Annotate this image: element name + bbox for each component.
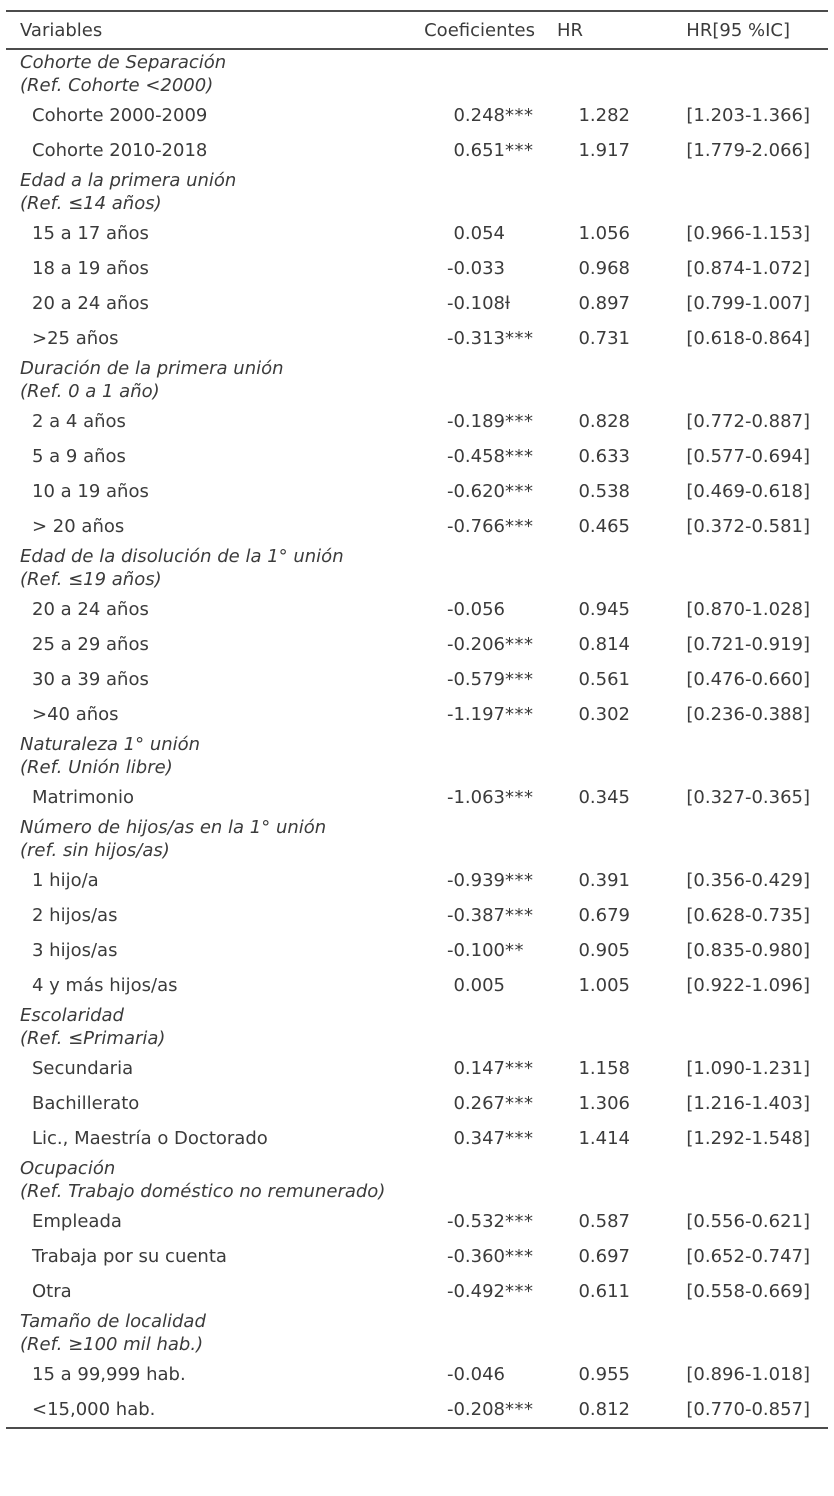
column-header-variables: Variables [20,19,103,41]
significance-marker: ** [505,940,524,961]
table-body [6,50,828,1427]
group-name: Ocupación [20,1158,116,1179]
confidence-interval: [0.372-0.581] [686,516,810,537]
row-label: Lic., Maestría o Doctorado [32,1128,268,1149]
group-reference-category: (Ref. ≤19 años) [20,569,162,590]
coefficient-value: -0.206 [446,634,505,655]
hazard-ratio-value: 0.955 [578,1364,630,1385]
variable-group-header [6,815,828,863]
significance-marker: *** [505,905,534,926]
coefficient-value: 0.054 [453,223,505,244]
confidence-interval: [1.292-1.548] [686,1128,810,1149]
row-label: 18 a 19 años [32,258,149,279]
confidence-interval: [0.721-0.919] [686,634,810,655]
confidence-interval: [0.469-0.618] [686,481,810,502]
hazard-ratio-value: 0.812 [578,1399,630,1420]
significance-marker: *** [505,870,534,891]
hazard-ratio-value: 0.561 [578,669,630,690]
significance-marker: *** [505,634,534,655]
coefficient-value: -0.208 [446,1399,505,1420]
group-name: Número de hijos/as en la 1° unión [20,817,327,838]
confidence-interval: [0.772-0.887] [686,411,810,432]
hazard-ratio-value: 0.679 [578,905,630,926]
row-label: 10 a 19 años [32,481,149,502]
table-row [6,697,828,732]
variable-group-header [6,50,828,98]
significance-marker: *** [505,1058,534,1079]
table-row [6,133,828,168]
significance-marker: *** [505,704,534,725]
row-label: 15 a 17 años [32,223,149,244]
hazard-ratio-value: 0.391 [578,870,630,891]
row-label: > 20 años [32,516,125,537]
hazard-ratio-value: 0.945 [578,599,630,620]
hazard-ratio-value: 0.465 [578,516,630,537]
hazard-ratio-value: 1.306 [578,1093,630,1114]
confidence-interval: [1.203-1.366] [686,105,810,126]
table-row [6,968,828,1003]
row-label: 2 a 4 años [32,411,126,432]
table-row [6,1204,828,1239]
table-row [6,863,828,898]
row-label: Otra [32,1281,72,1302]
table-header-row [6,12,828,50]
coefficient-value: 0.248 [453,105,505,126]
hazard-ratio-value: 0.897 [578,293,630,314]
significance-marker: *** [505,140,534,161]
coefficient-value: 0.005 [453,975,505,996]
confidence-interval: [0.236-0.388] [686,704,810,725]
confidence-interval: [0.652-0.747] [686,1246,810,1267]
significance-marker: *** [505,1281,534,1302]
table-row [6,321,828,356]
table-row [6,474,828,509]
confidence-interval: [0.835-0.980] [686,940,810,961]
coefficient-value: -1.197 [446,704,505,725]
confidence-interval: [0.628-0.735] [686,905,810,926]
coefficient-value: -0.458 [446,446,505,467]
coefficient-value: -0.108 [446,293,505,314]
row-label: 30 a 39 años [32,669,149,690]
significance-marker: *** [505,669,534,690]
table-row [6,439,828,474]
coefficient-value: -0.046 [446,1364,505,1385]
row-label: 2 hijos/as [32,905,118,926]
table-row [6,933,828,968]
table-row [6,286,828,321]
table-row [6,1274,828,1309]
significance-marker: *** [505,1093,534,1114]
confidence-interval: [0.618-0.864] [686,328,810,349]
variable-group-header [6,544,828,592]
coefficient-value: -1.063 [446,787,505,808]
confidence-interval: [0.556-0.621] [686,1211,810,1232]
hazard-ratio-value: 1.056 [578,223,630,244]
coefficient-value: -0.056 [446,599,505,620]
hazard-ratio-value: 0.828 [578,411,630,432]
confidence-interval: [0.327-0.365] [686,787,810,808]
coefficient-value: -0.100 [446,940,505,961]
confidence-interval: [0.922-1.096] [686,975,810,996]
hazard-ratio-value: 0.633 [578,446,630,467]
group-reference-category: (Ref. Cohorte <2000) [20,75,214,96]
confidence-interval: [0.966-1.153] [686,223,810,244]
coefficient-value: 0.347 [453,1128,505,1149]
confidence-interval: [0.896-1.018] [686,1364,810,1385]
coefficient-value: -0.532 [446,1211,505,1232]
confidence-interval: [0.577-0.694] [686,446,810,467]
group-name: Tamaño de localidad [20,1311,206,1332]
group-name: Duración de la primera unión [20,358,284,379]
hazard-ratio-value: 0.302 [578,704,630,725]
confidence-interval: [0.558-0.669] [686,1281,810,1302]
table-row [6,251,828,286]
hazard-ratio-value: 0.345 [578,787,630,808]
confidence-interval: [1.216-1.403] [686,1093,810,1114]
table-row [6,1239,828,1274]
confidence-interval: [0.799-1.007] [686,293,810,314]
coefficient-value: -0.579 [446,669,505,690]
row-label: <15,000 hab. [32,1399,156,1420]
row-label: >40 años [32,704,119,725]
hazard-ratio-value: 1.005 [578,975,630,996]
variable-group-header [6,1156,828,1204]
significance-marker: *** [505,328,534,349]
row-label: 20 a 24 años [32,293,149,314]
group-name: Escolaridad [20,1005,124,1026]
coefficient-value: -0.313 [446,328,505,349]
row-label: Cohorte 2000-2009 [32,105,208,126]
table-row [6,1392,828,1427]
hazard-ratio-value: 0.905 [578,940,630,961]
table-row [6,592,828,627]
row-label: Matrimonio [32,787,134,808]
coefficient-value: -0.189 [446,411,505,432]
confidence-interval: [0.870-1.028] [686,599,810,620]
confidence-interval: [1.779-2.066] [686,140,810,161]
variable-group-header [6,356,828,404]
table-row [6,1086,828,1121]
column-header-hr: HR [557,19,584,41]
table-row [6,780,828,815]
variable-group-header [6,1309,828,1357]
variable-group-header [6,732,828,780]
group-reference-category: (Ref. Trabajo doméstico no remunerado) [20,1181,386,1202]
significance-marker: *** [505,481,534,502]
coefficient-value: -0.766 [446,516,505,537]
table-row [6,627,828,662]
row-label: 15 a 99,999 hab. [32,1364,186,1385]
row-label: Bachillerato [32,1093,140,1114]
hazard-ratio-value: 0.697 [578,1246,630,1267]
coefficient-value: -0.033 [446,258,505,279]
row-label: 3 hijos/as [32,940,118,961]
row-label: Trabaja por su cuenta [32,1246,227,1267]
hazard-ratio-value: 0.587 [578,1211,630,1232]
coefficient-value: -0.387 [446,905,505,926]
column-header-hr-ci: HR[95 %IC] [686,19,790,41]
row-label: Cohorte 2010-2018 [32,140,208,161]
column-header-coeficientes: Coeficientes [424,19,535,41]
group-reference-category: (Ref. ≤Primaria) [20,1028,166,1049]
coefficient-value: -0.620 [446,481,505,502]
hazard-ratio-value: 0.968 [578,258,630,279]
significance-marker: *** [505,1246,534,1267]
hazard-ratio-value: 0.538 [578,481,630,502]
hazard-ratio-value: 0.731 [578,328,630,349]
significance-marker: *** [505,516,534,537]
variable-group-header [6,168,828,216]
row-label: 1 hijo/a [32,870,99,891]
coefficient-value: -0.939 [446,870,505,891]
significance-marker: *** [505,446,534,467]
group-reference-category: (Ref. ≥100 mil hab.) [20,1334,204,1355]
significance-marker: *** [505,1128,534,1149]
coefficient-value: -0.360 [446,1246,505,1267]
group-name: Naturaleza 1° unión [20,734,201,755]
confidence-interval: [0.476-0.660] [686,669,810,690]
hazard-ratio-value: 0.814 [578,634,630,655]
row-label: Secundaria [32,1058,134,1079]
table-row [6,1121,828,1156]
coefficient-value: 0.147 [453,1058,505,1079]
row-label: 20 a 24 años [32,599,149,620]
significance-marker: *** [505,1399,534,1420]
significance-marker: *** [505,1211,534,1232]
significance-marker: *** [505,411,534,432]
coefficient-value: 0.651 [453,140,505,161]
significance-marker: *** [505,105,534,126]
group-reference-category: (Ref. Unión libre) [20,757,173,778]
table-row [6,216,828,251]
group-reference-category: (Ref. 0 a 1 año) [20,381,160,402]
coefficient-value: 0.267 [453,1093,505,1114]
hazard-ratio-value: 1.414 [578,1128,630,1149]
table-row [6,898,828,933]
row-label: Empleada [32,1211,122,1232]
significance-marker: *** [505,787,534,808]
hazard-ratio-value: 1.282 [578,105,630,126]
group-name: Cohorte de Separación [20,52,227,73]
row-label: >25 años [32,328,119,349]
table-row [6,1357,828,1392]
table-row [6,662,828,697]
table-row [6,404,828,439]
variable-group-header [6,1003,828,1051]
confidence-interval: [0.874-1.072] [686,258,810,279]
hazard-ratio-value: 0.611 [578,1281,630,1302]
significance-marker: ƚ [505,293,511,314]
confidence-interval: [1.090-1.231] [686,1058,810,1079]
confidence-interval: [0.356-0.429] [686,870,810,891]
regression-results-table [6,10,828,1429]
row-label: 5 a 9 años [32,446,126,467]
row-label: 4 y más hijos/as [32,975,178,996]
table-row [6,509,828,544]
group-name: Edad de la disolución de la 1° unión [20,546,344,567]
group-name: Edad a la primera unión [20,170,237,191]
table-row [6,1051,828,1086]
row-label: 25 a 29 años [32,634,149,655]
table-row [6,98,828,133]
confidence-interval: [0.770-0.857] [686,1399,810,1420]
hazard-ratio-value: 1.917 [578,140,630,161]
coefficient-value: -0.492 [446,1281,505,1302]
hazard-ratio-value: 1.158 [578,1058,630,1079]
group-reference-category: (Ref. ≤14 años) [20,193,162,214]
group-reference-category: (ref. sin hijos/as) [20,840,170,861]
